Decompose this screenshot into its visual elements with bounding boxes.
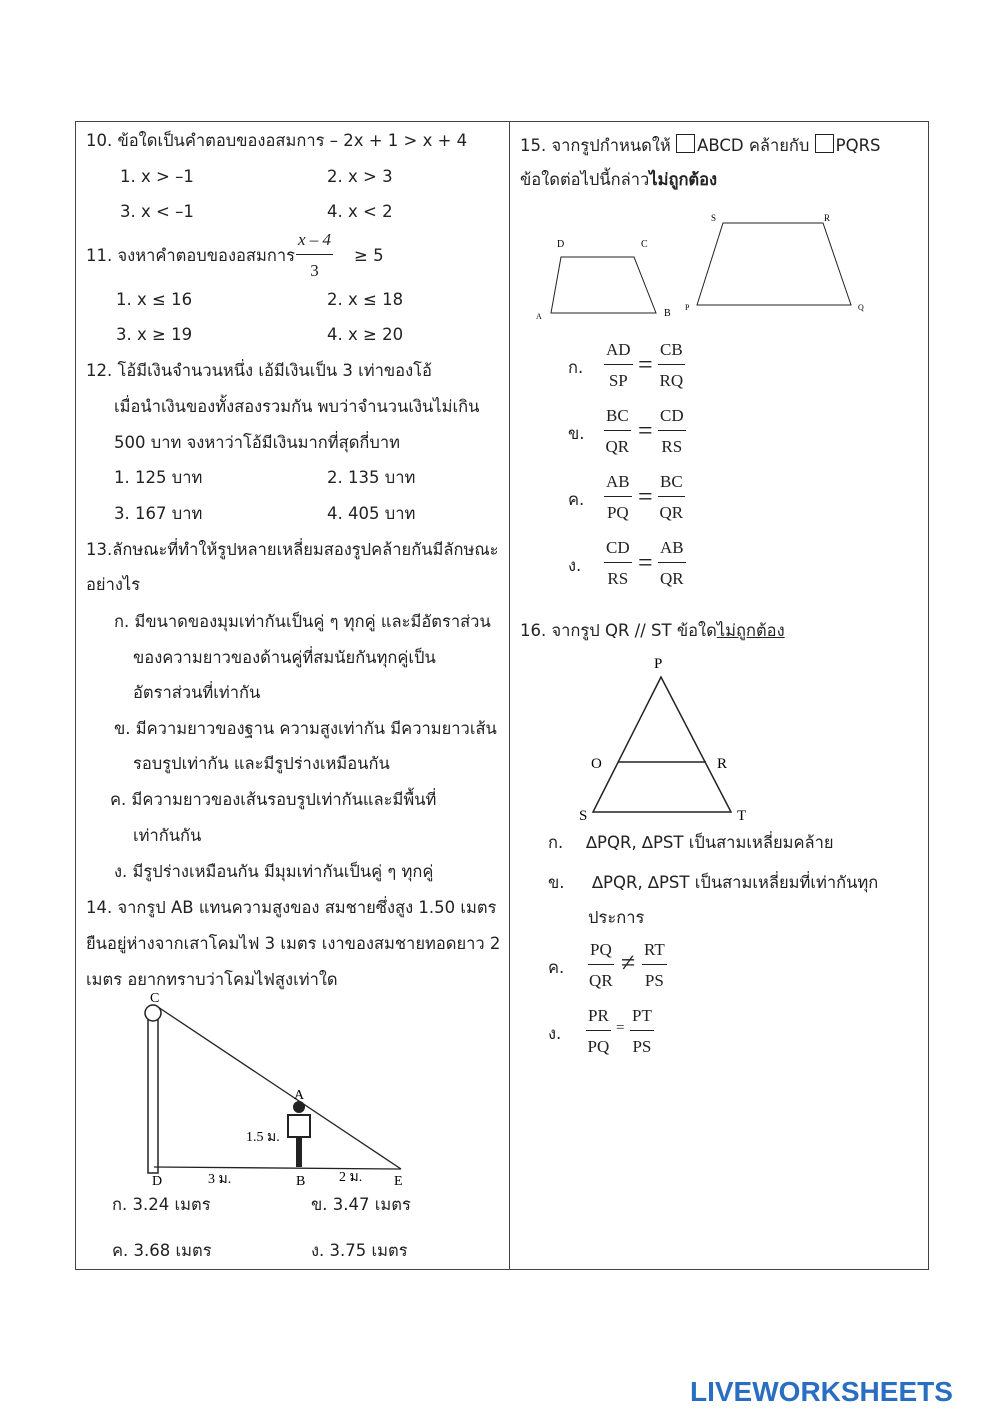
q16-stem	[520, 621, 785, 641]
q15-text-d: ข้อใดต่อไปนี้กล่าว	[520, 170, 650, 189]
frac-num: CD	[658, 406, 686, 431]
q16-option-d-label: ง.	[548, 1024, 562, 1043]
q14-line-3: เมตร อยากทราบว่าโคมไฟสูงเท่าใด	[86, 970, 338, 989]
q16-d-frac-right	[630, 1006, 654, 1057]
label-d: D	[557, 239, 565, 250]
q15-option-a-label: ก.	[568, 358, 584, 377]
q15-line-2	[520, 170, 717, 190]
label-q: Q	[858, 303, 864, 312]
equals-sign: =	[638, 416, 653, 445]
q15-c-frac-right	[658, 472, 685, 523]
q16-option-b-text-2: ประการ	[588, 908, 645, 927]
label-a: A	[536, 312, 542, 321]
frac-den: QR	[660, 569, 684, 588]
q10-choice-3: 3. x < –1	[120, 202, 194, 221]
q15-a-frac-left	[604, 340, 633, 391]
q11-frac-den: 3	[310, 261, 319, 280]
q13-option-a-1: ก. มีขนาดของมุมเท่ากันเป็นคู่ ๆ ทุกคู่ และมีอัตราส่วน	[114, 612, 491, 631]
label-b: B	[296, 1174, 306, 1187]
frac-num: BC	[658, 472, 685, 497]
label-p: P	[654, 656, 663, 672]
brand-text: LIVEWORKSHEETS	[690, 1376, 953, 1407]
q11-fraction	[296, 230, 333, 281]
q11-choice-2: 2. x ≤ 18	[327, 290, 404, 309]
label-t: T	[737, 808, 747, 824]
q13-option-d: ง. มีรูปร่างเหมือนกัน มีมุมเท่ากันเป็นคู่ ๆ ทุกคู่	[114, 862, 434, 881]
q10-choice-4: 4. x < 2	[327, 202, 393, 221]
lamp-post-diagram	[136, 987, 436, 1187]
q12-choice-2: 2. 135 บาท	[327, 468, 416, 487]
q13-line-2: อย่างไร	[86, 575, 141, 594]
q12-line-3: 500 บาท จงหาว่าโอ้มีเงินมากที่สุดกี่บาท	[114, 433, 401, 452]
q12-line-2: เมื่อนำเงินของทั้งสองรวมกัน พบว่าจำนวนเงินไม่เกิน	[114, 397, 480, 416]
q13-option-c-1: ค. มีความยาวของเส้นรอบรูปเท่ากันและมีพื้นที่	[110, 790, 437, 809]
q13-option-a-3: อัตราส่วนที่เท่ากัน	[133, 683, 261, 702]
frac-den: RS	[661, 437, 683, 456]
q16-d-frac-left	[586, 1006, 611, 1057]
q15-b-frac-left	[604, 406, 631, 457]
label-p: P	[685, 303, 690, 312]
square-symbol-icon	[676, 134, 695, 153]
q13-line-1: 13.ลักษณะที่ทำให้รูปหลายเหลี่ยมสองรูปคล้ายกันมีลักษณะ	[86, 540, 499, 559]
q16-not-correct: ไม่ถูกต้อง	[716, 621, 785, 640]
q16-option-b-label: ข.	[548, 873, 565, 892]
frac-den: PQ	[606, 503, 629, 522]
q15-text-c: PQRS	[835, 136, 881, 155]
label-db: 3 ม.	[208, 1172, 232, 1187]
q14-choice-b: ข. 3.47 เมตร	[311, 1195, 411, 1214]
label-r: R	[717, 756, 728, 772]
frac-den: PQ	[587, 1037, 610, 1056]
column-divider	[509, 122, 510, 1269]
q16-option-b-text: ∆PQR, ∆PST เป็นสามเหลี่ยมที่เท่ากันทุก	[592, 873, 879, 892]
q15-line-1	[520, 134, 881, 156]
label-d: D	[152, 1174, 163, 1187]
q13-option-b-1: ข. มีความยาวของฐาน ความสูงเท่ากัน มีความยาวเส้น	[114, 719, 497, 738]
label-height: 1.5 ม.	[246, 1130, 280, 1145]
q15-b-frac-right	[658, 406, 686, 457]
frac-num: AD	[604, 340, 633, 365]
frac-num: AB	[658, 538, 686, 563]
label-a: A	[294, 1088, 305, 1103]
frac-num: PT	[630, 1006, 654, 1031]
label-o: O	[591, 756, 602, 772]
q14-choice-d: ง. 3.75 เมตร	[311, 1241, 408, 1260]
not-equal-sign: ≠	[621, 948, 636, 977]
frac-den: RQ	[659, 371, 684, 390]
q16-option-c-label: ค.	[548, 958, 565, 977]
q13-option-a-2: ของความยาวของด้านคู่ที่สมนัยกันทุกคู่เป็น	[133, 648, 436, 667]
frac-den: QR	[589, 971, 613, 990]
label-c: C	[150, 991, 160, 1006]
label-e: E	[394, 1174, 403, 1187]
q12-line-1: 12. โอ้มีเงินจำนวนหนึ่ง เอ้มีเงินเป็น 3 เท่าของโอ้	[86, 361, 432, 380]
q14-choice-a: ก. 3.24 เมตร	[112, 1195, 211, 1214]
worksheet-table	[75, 121, 929, 1270]
square-symbol-icon	[815, 134, 834, 153]
q16-option-a-text: ∆PQR, ∆PST เป็นสามเหลี่ยมคล้าย	[586, 833, 834, 852]
q11-choice-4: 4. x ≥ 20	[327, 325, 404, 344]
frac-den: QR	[659, 503, 684, 522]
equals-sign: =	[616, 1020, 625, 1036]
q15-text-a: 15. จากรูปกำหนดให้	[520, 136, 677, 155]
q15-text-b: ABCD คล้ายกับ	[697, 136, 815, 155]
q15-d-frac-left	[604, 538, 632, 589]
equals-sign: =	[638, 482, 653, 511]
label-s: S	[711, 213, 717, 223]
q10-choice-2: 2. x > 3	[327, 167, 393, 186]
q10-stem: 10. ข้อใดเป็นคำตอบของอสมการ – 2x + 1 > x + 4	[86, 131, 468, 150]
q15-a-frac-right	[658, 340, 685, 391]
q11-stem: 11. จงหาคำตอบของอสมการ	[86, 246, 295, 265]
q16-c-frac-right	[642, 940, 667, 991]
q16-c-frac-left	[588, 940, 614, 991]
frac-num: PQ	[588, 940, 614, 965]
q11-choice-3: 3. x ≥ 19	[116, 325, 193, 344]
label-r: R	[824, 213, 831, 223]
frac-den: PS	[644, 971, 664, 990]
frac-num: AB	[604, 472, 632, 497]
triangle-diagram	[571, 650, 791, 825]
liveworksheets-logo	[690, 1376, 953, 1408]
frac-num: CB	[658, 340, 685, 365]
q12-choice-3: 3. 167 บาท	[114, 504, 203, 523]
q11-choice-1: 1. x ≤ 16	[116, 290, 193, 309]
frac-num: CD	[604, 538, 632, 563]
q15-option-d-label: ง.	[568, 556, 582, 575]
frac-num: BC	[604, 406, 631, 431]
equals-sign: =	[638, 548, 653, 577]
frac-den: SP	[608, 371, 628, 390]
equals-sign: =	[638, 350, 653, 379]
frac-den: RS	[607, 569, 629, 588]
q13-option-b-2: รอบรูปเท่ากัน และมีรูปร่างเหมือนกัน	[133, 754, 390, 773]
q12-choice-4: 4. 405 บาท	[327, 504, 416, 523]
q14-line-2: ยืนอยู่ห่างจากเสาโคมไฟ 3 เมตร เงาของสมชายทอดยาว 2	[86, 934, 501, 953]
q15-option-c-label: ค.	[568, 490, 585, 509]
q14-choice-c: ค. 3.68 เมตร	[112, 1241, 212, 1260]
trapezoid-diagram	[531, 207, 871, 327]
label-s: S	[579, 808, 588, 824]
frac-num: PR	[586, 1006, 611, 1031]
frac-den: QR	[605, 437, 630, 456]
label-c: C	[641, 239, 648, 250]
q11-frac-num: x – 4	[296, 230, 333, 255]
q15-option-b-label: ข.	[568, 424, 585, 443]
label-b: B	[664, 308, 671, 319]
q12-choice-1: 1. 125 บาท	[114, 468, 203, 487]
frac-num: RT	[642, 940, 667, 965]
q15-d-frac-right	[658, 538, 686, 589]
q10-choice-1: 1. x > –1	[120, 167, 194, 186]
q15-not-correct: ไม่ถูกต้อง	[649, 170, 718, 189]
q14-line-1: 14. จากรูป AB แทนความสูงของ สมชายซึ่งสูง 1.50 เมตร	[86, 898, 497, 917]
q16-stem-text: 16. จากรูป QR // ST ข้อใด	[520, 621, 717, 640]
q13-option-c-2: เท่ากันกัน	[133, 826, 202, 845]
frac-den: PS	[632, 1037, 652, 1056]
label-be: 2 ม.	[339, 1170, 363, 1185]
q16-option-a-label: ก.	[548, 833, 564, 852]
q11-rhs: ≥ 5	[354, 246, 384, 265]
q15-c-frac-left	[604, 472, 632, 523]
